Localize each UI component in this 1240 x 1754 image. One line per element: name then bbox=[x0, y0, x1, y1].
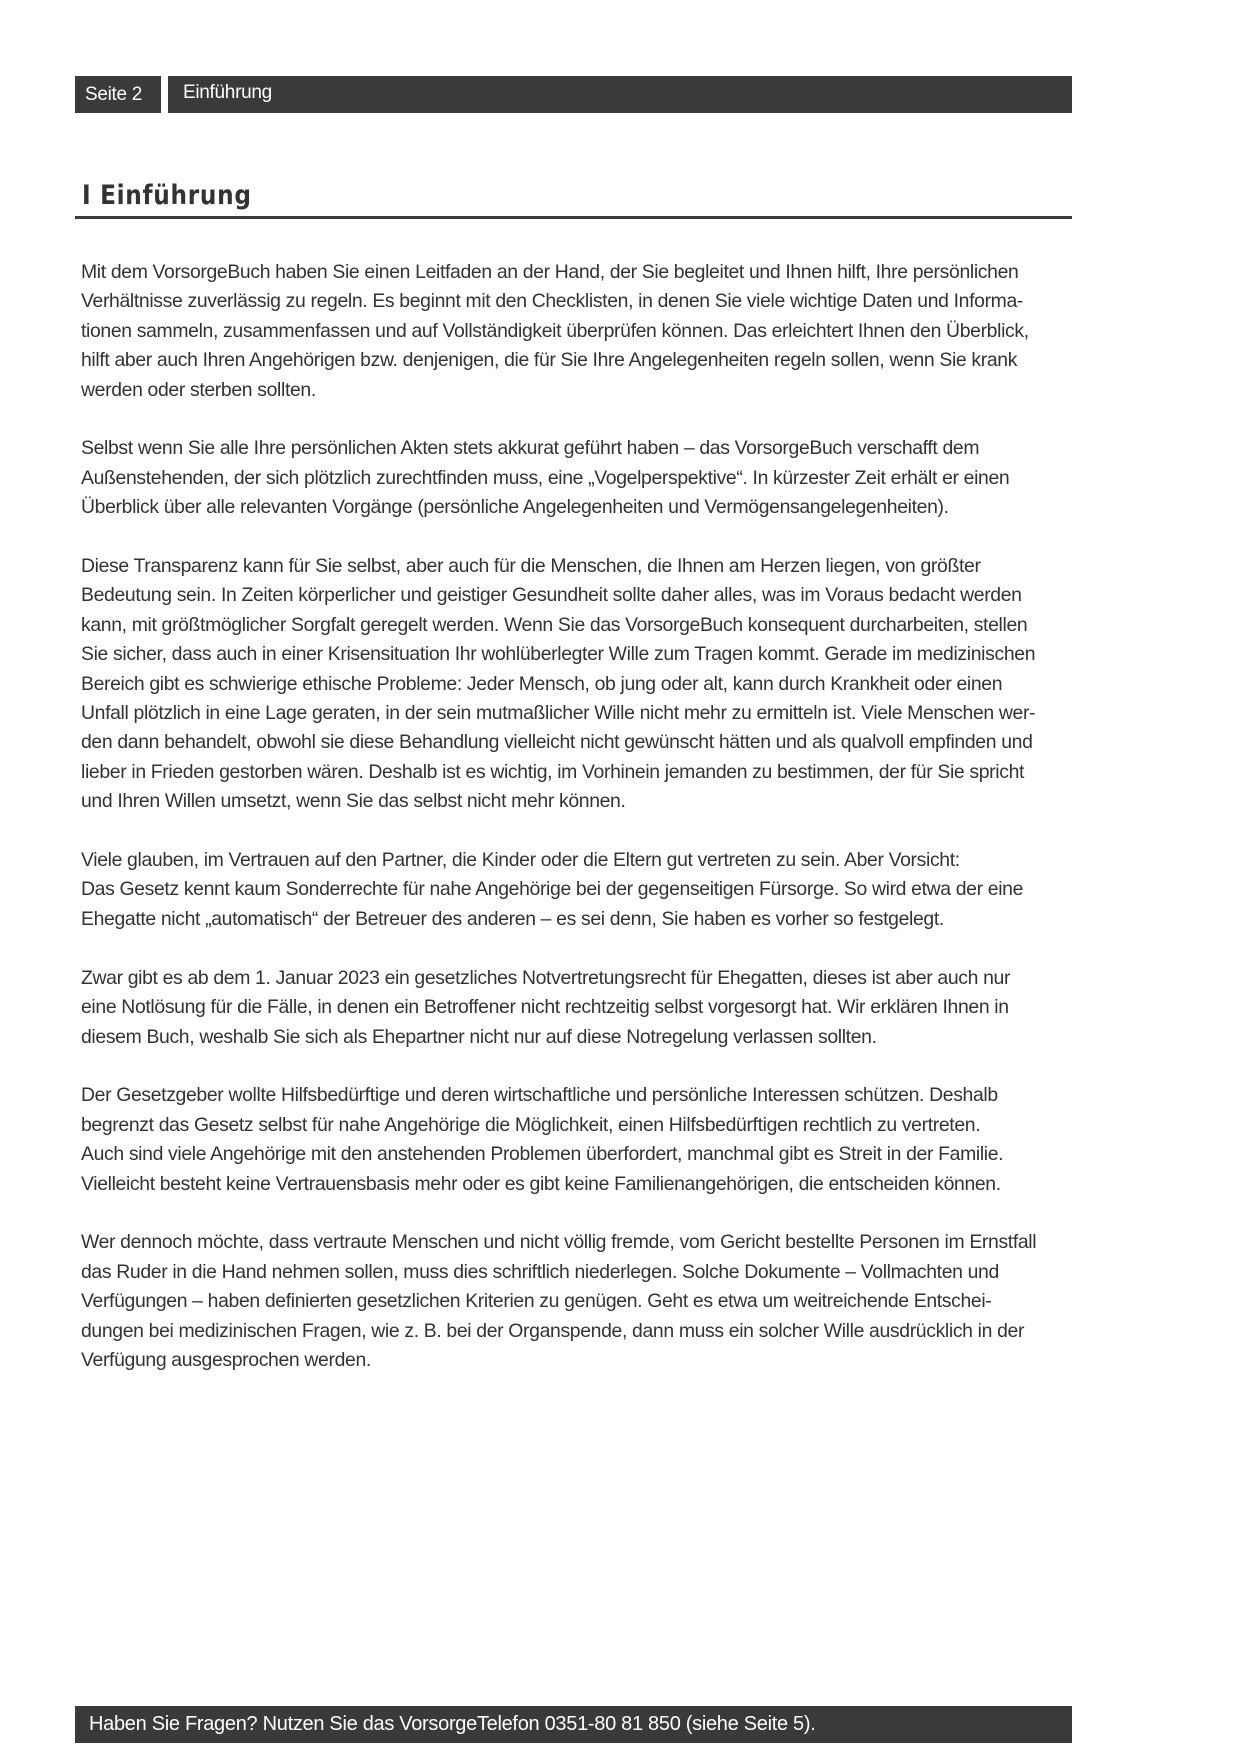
paragraph bbox=[81, 1081, 1091, 1199]
paragraph bbox=[81, 964, 1091, 1052]
text-line: Zwar gibt es ab dem 1. Januar 2023 ein gesetzliches Notvertretungsrecht für Ehegatten, dieses ist aber auch nur bbox=[81, 966, 1011, 989]
text-line: Der Gesetzgeber wollte Hilfsbedürftige und deren wirtschaftliche und persönliche Interessen schützen. Deshalb bbox=[81, 1084, 998, 1107]
text-line: Überblick über alle relevanten Vorgänge (persönliche Angelegenheiten und Vermögensangelegenheiten). bbox=[81, 496, 949, 519]
paragraph bbox=[81, 258, 1091, 405]
text-line: Mit dem VorsorgeBuch haben Sie einen Leitfaden an der Hand, der Sie begleitet und Ihnen hilft, Ihre persönlichen bbox=[81, 261, 1019, 283]
paragraph bbox=[81, 846, 1091, 934]
text-line: hilft aber auch Ihren Angehörigen bzw. denjenigen, die für Sie Ihre Angelegenheiten regeln sollen, wenn Sie krank bbox=[81, 349, 1018, 372]
text-line: Diese Transparenz kann für Sie selbst, aber auch für die Menschen, die Ihnen am Herzen liegen, von größter bbox=[81, 555, 981, 578]
text-line: Vielleicht besteht keine Vertrauensbasis mehr oder es gibt keine Familienangehörigen, die entscheiden können. bbox=[81, 1172, 1001, 1195]
text-line: dungen bei medizinischen Fragen, wie z. B. bei der Organspende, dann muss ein solcher Wille ausdrücklich in der bbox=[81, 1319, 1025, 1342]
text-line: diesem Buch, weshalb Sie sich als Ehepartner nicht nur auf diese Notregelung verlassen sollten. bbox=[81, 1025, 877, 1048]
text-line: Ehegatte nicht „automatisch“ der Betreuer des anderen – es sei denn, Sie haben es vorher so festgelegt. bbox=[81, 907, 944, 930]
text-line: lieber in Frieden gestorben wären. Deshalb ist es wichtig, im Vorhinein jemanden zu bestimmen, der für Sie spricht bbox=[81, 760, 1025, 783]
text-line: werden oder sterben sollten. bbox=[81, 378, 316, 401]
page-number-badge bbox=[75, 76, 161, 113]
running-header bbox=[168, 76, 1072, 113]
text-line: Verfügungen – haben definierten gesetzlichen Kriterien zu genügen. Geht es etwa um weitreichende Entschei- bbox=[81, 1290, 992, 1313]
text-line: und Ihren Willen umsetzt, wenn Sie das selbst nicht mehr können. bbox=[81, 790, 626, 813]
text-line: Verfügung ausgesprochen werden. bbox=[81, 1348, 371, 1371]
text-line: das Ruder in die Hand nehmen sollen, muss dies schriftlich niederlegen. Solche Dokumente – Vollmachten und bbox=[81, 1260, 999, 1283]
text-line: Verhältnisse zuverlässig zu regeln. Es beginnt mit den Checklisten, in denen Sie viele wichtige Daten und Informa- bbox=[81, 290, 1024, 313]
text-line: Das Gesetz kennt kaum Sonderrechte für nahe Angehörige bei der gegenseitigen Fürsorge. So wird etwa der eine bbox=[81, 878, 1024, 901]
text-line: Außenstehenden, der sich plötzlich zurechtfinden muss, eine „Vogelperspektive“. In kürzester Zeit erhält er einen bbox=[81, 466, 1010, 489]
paragraph bbox=[81, 552, 1091, 817]
paragraph bbox=[81, 434, 1091, 522]
text-line: kann, mit größtmöglicher Sorgfalt geregelt werden. Wenn Sie das VorsorgeBuch konsequent durcharbeiten, stellen bbox=[81, 613, 1028, 636]
text-line: Bereich gibt es schwierige ethische Probleme: Jeder Mensch, ob jung oder alt, kann durch Krankheit oder einen bbox=[81, 672, 1003, 695]
text-line: Selbst wenn Sie alle Ihre persönlichen Akten stets akkurat geführt haben – das VorsorgeBuch verschafft dem bbox=[81, 437, 980, 460]
text-line: begrenzt das Gesetz selbst für nahe Angehörige die Möglichkeit, einen Hilfsbedürftigen rechtlich zu vertreten. bbox=[81, 1113, 981, 1136]
text-line: den dann behandelt, obwohl sie diese Behandlung vielleicht nicht gewünscht hätten und als qualvoll empfinden und bbox=[81, 731, 1033, 754]
text-line: Sie sicher, dass auch in einer Krisensituation Ihr wohlüberlegter Wille zum Tragen kommt. Gerade im medizinischen bbox=[81, 643, 1036, 666]
title-divider bbox=[75, 216, 1072, 219]
text-line: Auch sind viele Angehörige mit den anstehenden Problemen überfordert, manchmal gibt es Streit in der Familie. bbox=[81, 1143, 1004, 1166]
text-line: eine Notlösung für die Fälle, in denen ein Betroffener nicht rechtzeitig selbst vorgesorgt hat. Wir erklären Ihnen in bbox=[81, 996, 1009, 1019]
paragraph bbox=[81, 1228, 1091, 1375]
body-text bbox=[81, 258, 1091, 1405]
footer-hotline-text: Haben Sie Fragen? Nutzen Sie das VorsorgeTelefon 0351-80 81 850 (siehe Seite 5). bbox=[89, 1713, 816, 1735]
footer-hotline-bar bbox=[75, 1706, 1072, 1743]
text-line: Bedeutung sein. In Zeiten körperlicher und geistiger Gesundheit sollte daher alles, was im Voraus bedacht werden bbox=[81, 584, 1022, 607]
page-number-label: Seite 2 bbox=[85, 84, 143, 105]
running-header-label: Einführung bbox=[183, 82, 272, 103]
text-line: Wer dennoch möchte, dass vertraute Menschen und nicht völlig fremde, vom Gericht bestellte Personen im Ernstfall bbox=[81, 1231, 1037, 1254]
text-line: Viele glauben, im Vertrauen auf den Partner, die Kinder oder die Eltern gut vertreten zu sein. Aber Vorsicht: bbox=[81, 849, 960, 872]
text-line: Unfall plötzlich in eine Lage geraten, in der sein mutmaßlicher Wille nicht mehr zu ermitteln ist. Viele Menschen wer- bbox=[81, 702, 1036, 725]
chapter-title: I Einführung bbox=[82, 180, 252, 211]
text-line: tionen sammeln, zusammenfassen und auf Vollständigkeit überprüfen können. Das erleichtert Ihnen den Überblick, bbox=[81, 319, 1029, 342]
